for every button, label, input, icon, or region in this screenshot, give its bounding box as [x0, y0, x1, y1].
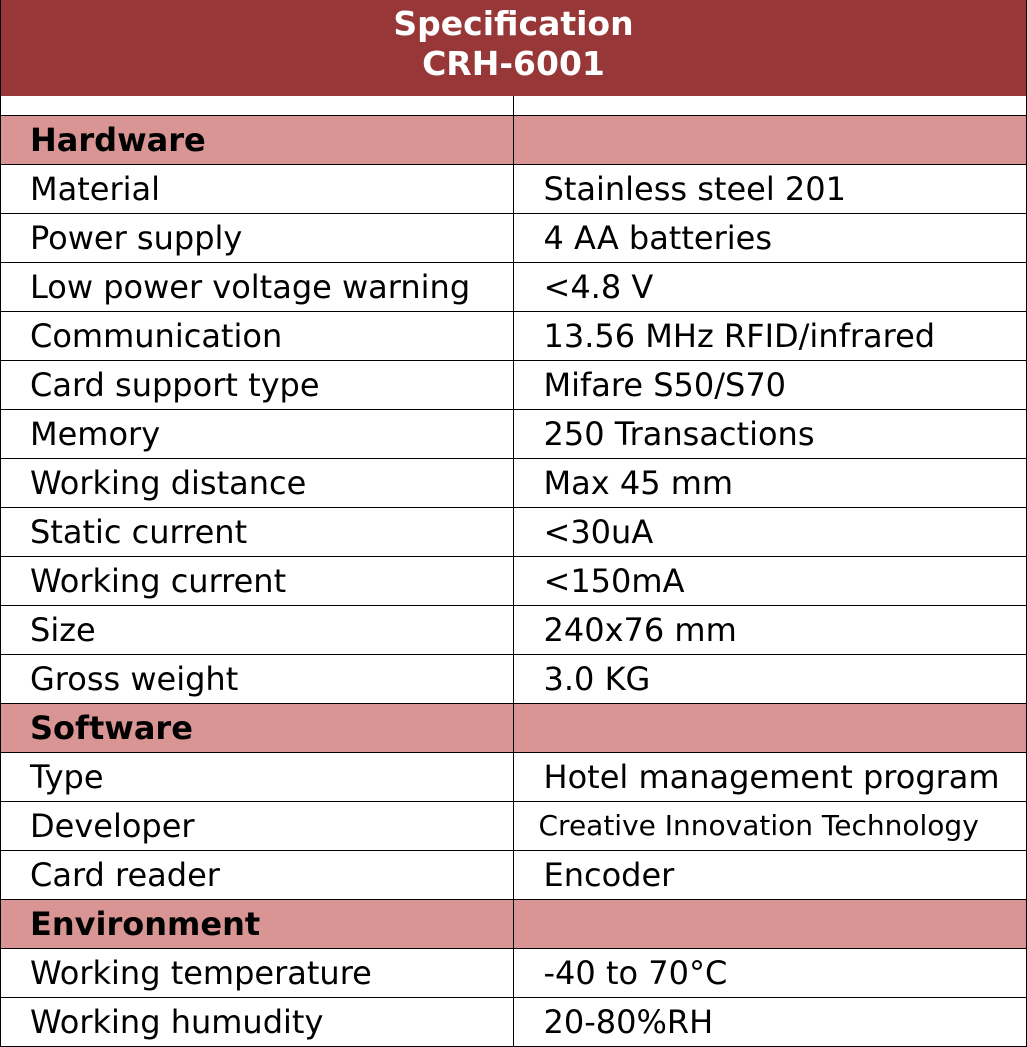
table-row — [1, 214, 1026, 263]
row-value: 4 AA batteries — [513, 214, 1026, 263]
row-label: Card reader — [1, 851, 513, 900]
table-row — [1, 312, 1026, 361]
table-row — [1, 851, 1026, 900]
section-header-environment — [1, 900, 1026, 949]
row-value: Hotel management program — [513, 753, 1026, 802]
model-number: CRH-6001 — [422, 44, 605, 83]
section-empty-cell — [513, 704, 1026, 753]
row-value: Stainless steel 201 — [513, 165, 1026, 214]
row-value: <30uA — [513, 508, 1026, 557]
row-label: Low power voltage warning — [1, 263, 513, 312]
section-title: Hardware — [1, 116, 513, 165]
row-value: <150mA — [513, 557, 1026, 606]
row-label: Card support type — [1, 361, 513, 410]
row-label: Power supply — [1, 214, 513, 263]
row-value: Mifare S50/S70 — [513, 361, 1026, 410]
section-title: Environment — [1, 900, 513, 949]
row-label: Working distance — [1, 459, 513, 508]
row-value: Creative Innovation Technology — [513, 802, 1026, 851]
spec-table — [1, 116, 1026, 1047]
section-title: Software — [1, 704, 513, 753]
section-empty-cell — [513, 116, 1026, 165]
spec-title: Specification — [393, 4, 634, 43]
section-empty-cell — [513, 900, 1026, 949]
row-label: Working temperature — [1, 949, 513, 998]
row-label: Working current — [1, 557, 513, 606]
row-value: 3.0 KG — [513, 655, 1026, 704]
row-label: Static current — [1, 508, 513, 557]
table-row — [1, 361, 1026, 410]
table-row — [1, 410, 1026, 459]
row-label: Material — [1, 165, 513, 214]
row-value: -40 to 70°C — [513, 949, 1026, 998]
table-row — [1, 753, 1026, 802]
row-label: Working humudity — [1, 998, 513, 1047]
table-row — [1, 949, 1026, 998]
row-value: <4.8 V — [513, 263, 1026, 312]
row-value: Encoder — [513, 851, 1026, 900]
row-label: Gross weight — [1, 655, 513, 704]
row-value: 240x76 mm — [513, 606, 1026, 655]
table-row — [1, 165, 1026, 214]
table-row — [1, 998, 1026, 1047]
row-value: 13.56 MHz RFID/infrared — [513, 312, 1026, 361]
table-row — [1, 263, 1026, 312]
row-label: Developer — [1, 802, 513, 851]
row-value: 20-80%RH — [513, 998, 1026, 1047]
table-row — [1, 557, 1026, 606]
table-row — [1, 655, 1026, 704]
column-divider — [513, 96, 514, 115]
table-row — [1, 606, 1026, 655]
table-row — [1, 508, 1026, 557]
title-block — [1, 0, 1026, 96]
section-header-software — [1, 704, 1026, 753]
row-label: Type — [1, 753, 513, 802]
row-label: Size — [1, 606, 513, 655]
row-label: Communication — [1, 312, 513, 361]
table-row — [1, 459, 1026, 508]
row-value: 250 Transactions — [513, 410, 1026, 459]
header-spacer-row — [1, 96, 1026, 116]
table-row — [1, 802, 1026, 851]
row-value: Max 45 mm — [513, 459, 1026, 508]
row-label: Memory — [1, 410, 513, 459]
section-header-hardware — [1, 116, 1026, 165]
